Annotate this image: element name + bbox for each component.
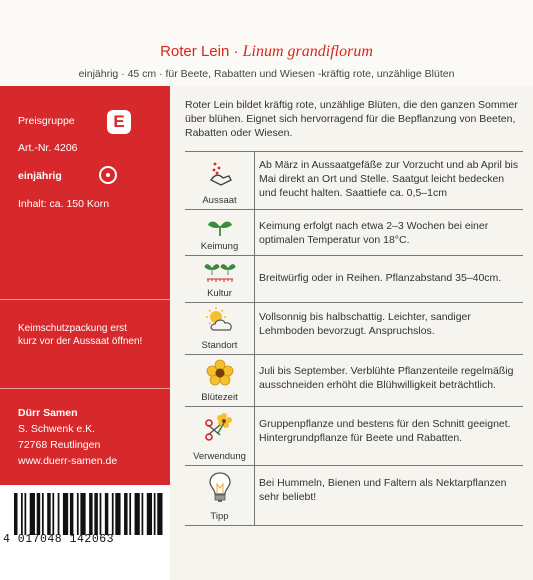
flower-icon bbox=[205, 359, 235, 387]
barcode-bar bbox=[47, 493, 50, 535]
row-text: Ab März in Aussaatgefäße zur Vorzucht und ab April bis Mai direkt an Ort und Stelle. Saatgut leicht bedecken und feucht halten. Saattiefe ca. 0,5–1cm bbox=[259, 159, 519, 199]
price-group-label: Preisgruppe bbox=[18, 115, 75, 127]
table-row bbox=[185, 303, 523, 355]
table-row bbox=[185, 210, 523, 256]
icon-cell bbox=[185, 407, 255, 465]
row-text: Keimung erfolgt nach etwa 2–3 Wochen bei einer optimalen Temperatur von 18°C. bbox=[259, 220, 489, 246]
barcode-bar bbox=[37, 493, 40, 535]
barcode-bar bbox=[42, 493, 44, 535]
barcode-bar bbox=[70, 493, 73, 535]
intro-text: Roter Lein bildet kräftig rote, unzählige Blüten, die den ganzen Sommer über blühen. Eignet sich hervorragend für die Bepflanzung von Beeten, Rabatten oder Wiesen. bbox=[185, 99, 518, 139]
row-text: Juli bis September. Verblühte Pflanzenteile regelmäßig ausschneiden erhöht die Blühwilligkeit beträchtlich. bbox=[259, 365, 514, 391]
product-title bbox=[0, 43, 533, 61]
barcode-box bbox=[0, 485, 170, 580]
row-text: Bei Hummeln, Bienen und Faltern als Nektarpflanzen sehr beliebt! bbox=[259, 477, 507, 503]
company-address-line1: S. Schwenk e.K. bbox=[18, 423, 96, 435]
lifecycle-label: einjährig bbox=[18, 170, 62, 182]
row-label: Kultur bbox=[207, 288, 232, 299]
barcode-bar bbox=[80, 493, 85, 535]
seedlings-ruler-icon bbox=[204, 259, 236, 285]
seed-hand-icon bbox=[205, 158, 235, 188]
barcode-bar bbox=[100, 493, 102, 535]
table-row bbox=[185, 466, 523, 526]
barcode-bar bbox=[154, 493, 156, 535]
company-name: Dürr Samen bbox=[18, 407, 78, 419]
price-group-badge: E bbox=[107, 110, 131, 134]
barcode-bar bbox=[58, 493, 60, 535]
info-table bbox=[185, 151, 523, 526]
icon-cell bbox=[185, 210, 255, 255]
sidebar-divider-top bbox=[0, 299, 170, 300]
barcode-bar bbox=[112, 493, 114, 535]
row-label: Keimung bbox=[200, 241, 239, 252]
barcode-bar bbox=[89, 493, 92, 535]
table-row bbox=[185, 407, 523, 466]
barcode-bar bbox=[142, 493, 144, 535]
barcode-bar bbox=[124, 493, 127, 535]
barcode-bar bbox=[94, 493, 97, 535]
row-text: Vollsonnig bis halbschattig. Leichter, sandiger Lehmboden bevorzugt. Anspruchslos. bbox=[259, 311, 471, 337]
sun-cloud-icon bbox=[204, 306, 236, 334]
icon-cell bbox=[185, 256, 255, 302]
barcode-bar bbox=[105, 493, 108, 535]
article-number: Art.-Nr. 4206 bbox=[18, 142, 78, 154]
barcode-bar bbox=[147, 493, 152, 535]
row-label: Aussaat bbox=[202, 195, 237, 206]
sprout-icon bbox=[205, 214, 235, 240]
table-row bbox=[185, 355, 523, 407]
row-label: Standort bbox=[201, 340, 238, 351]
scissors-flower-icon bbox=[204, 411, 236, 443]
row-label: Blütezeit bbox=[201, 392, 238, 403]
barcode-bar bbox=[21, 493, 23, 535]
row-label: Verwendung bbox=[193, 451, 246, 462]
icon-cell bbox=[185, 152, 255, 209]
contents-label: Inhalt: ca. 150 Korn bbox=[18, 198, 110, 210]
sidebar-divider-bottom bbox=[0, 388, 170, 389]
barcode-bar bbox=[115, 493, 120, 535]
barcode-bar bbox=[135, 493, 140, 535]
lightbulb-icon bbox=[205, 470, 235, 504]
barcode-bar bbox=[30, 493, 35, 535]
icon-cell bbox=[185, 303, 255, 354]
barcode-bar bbox=[157, 493, 162, 535]
barcode-bar bbox=[129, 493, 131, 535]
table-row bbox=[185, 152, 523, 210]
table-row bbox=[185, 256, 523, 303]
row-label: Tipp bbox=[210, 511, 229, 522]
product-subtitle: einjährig · 45 cm · für Beete, Rabatten und Wiesen -kräftig rote, unzählige Blüten bbox=[78, 68, 455, 80]
barcode-bar bbox=[63, 493, 68, 535]
barcode-bar bbox=[52, 493, 54, 535]
barcode-number: 4 017048 142063 bbox=[3, 533, 115, 546]
icon-cell bbox=[185, 466, 255, 525]
title-common-name: Roter Lein · bbox=[160, 43, 243, 60]
company-info bbox=[18, 405, 117, 469]
company-website[interactable]: www.duerr-samen.de bbox=[18, 455, 118, 467]
protection-note: Keimschutzpackung erst kurz vor der Aussaat öffnen! bbox=[18, 323, 143, 347]
title-latin-name: Linum grandiflorum bbox=[242, 43, 373, 60]
annual-ring-icon bbox=[99, 166, 117, 184]
barcode-icon bbox=[14, 493, 166, 535]
barcode-bar bbox=[24, 493, 26, 535]
company-address-line2: 72768 Reutlingen bbox=[18, 439, 101, 451]
barcode-bar bbox=[14, 493, 17, 535]
row-text: Breitwürfig oder in Reihen. Pflanzabstand 35–40cm. bbox=[259, 272, 502, 284]
header-band bbox=[0, 0, 533, 86]
barcode-bar bbox=[77, 493, 79, 535]
icon-cell bbox=[185, 355, 255, 406]
row-text: Gruppenpflanze und bestens für den Schnitt geeignet. Hintergrundpflanze für Beete und Rabatten. bbox=[259, 418, 511, 444]
